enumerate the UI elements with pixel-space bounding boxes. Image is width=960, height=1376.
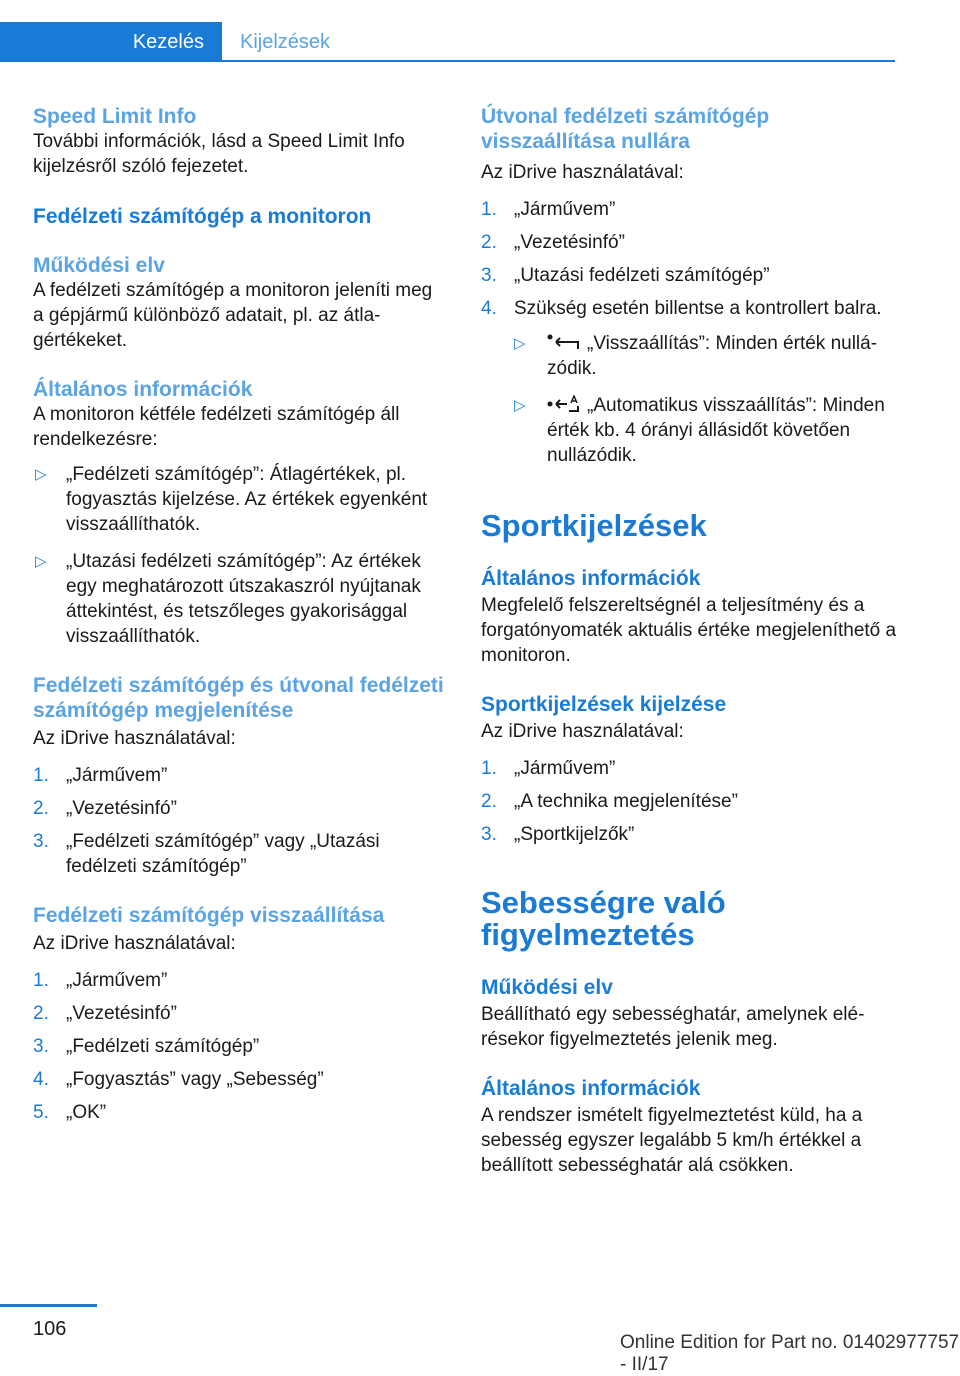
list-item: 5. „OK”: [33, 1102, 107, 1123]
bullet-triangle-icon: ▷: [35, 466, 47, 483]
heading-onboard-computer: Fedélzeti számítógép a monitoron: [33, 205, 372, 228]
heading-general-info: Általános információk: [33, 378, 253, 401]
heading-sport-displays: Sportkijelzések: [481, 508, 707, 543]
heading-warning-principle: Működési elv: [481, 976, 613, 999]
list-item: 1. „Járművem”: [33, 765, 168, 786]
page-number: 106: [33, 1318, 67, 1340]
bullet-triangle-icon: ▷: [514, 335, 526, 352]
list-item: 4. Szükség esetén billentse a kontrollert balra.: [481, 298, 882, 319]
list-item: 4. „Fogyasztás” vagy „Sebesség”: [33, 1069, 324, 1090]
list-item: 3. „Utazási fedélzeti számítógép”: [481, 265, 770, 286]
list-item: ▷ „Utazási fedélzeti számítógép”: Az értékek egy meghatározott útszakaszról nyújtanak áttekintést, és tetszőleges gyakorisággal visszaállíthatók.: [35, 551, 421, 647]
text-warning-general: A rendszer ismételt figyelmeztetést küld, ha a sebesség egyszer legalább 5 km/h értékkel a beállított sebességhatár alá csökken.: [481, 1105, 863, 1176]
list-item: 2. „Vezetésinfó”: [33, 1003, 177, 1024]
list-item: 3. „Fedélzeti számítógép” vagy „Utazási fedélzeti számítógép”: [33, 831, 380, 877]
list-item: 1. „Járművem”: [33, 970, 168, 991]
left-column: [33, 104, 448, 1125]
reset-steps: [33, 968, 448, 1125]
text-speed-limit-info: További információk, lásd a Speed Limit Info kijelzésről szóló fejezetet.: [33, 131, 405, 177]
heading-reset-computer: Fedélzeti számítógép visszaállítása: [33, 904, 385, 927]
text-idrive-2: Az iDrive használatával:: [33, 933, 236, 954]
heading-display-computer: Fedélzeti számítógép és útvonal fedélzeti számítógép megjelenítése: [33, 674, 444, 722]
heading-speed-warning: Sebességre való figyelmeztetés: [481, 885, 726, 952]
bullet-triangle-icon: ▷: [35, 553, 47, 570]
heading-sport-show: Sportkijelzések kijelzése: [481, 693, 727, 716]
heading-warning-general: Általános információk: [481, 1077, 701, 1100]
text-warning-principle: Beállítható egy sebességhatár, amelynek elérésekor figyelmeztetés jelenik meg.: [481, 1004, 865, 1050]
display-steps: [33, 763, 448, 879]
text-idrive-4: Az iDrive használatával:: [481, 721, 684, 742]
trip-reset-options: [481, 331, 897, 468]
reset-icon: [547, 333, 581, 351]
list-item: 2. „A technika megjelenítése”: [481, 791, 738, 812]
bullet-triangle-icon: ▷: [514, 397, 526, 414]
trip-reset-steps: [481, 197, 897, 321]
text-general-info: A monitoron kétféle fedélzeti számítógép áll rendelkezésre:: [33, 404, 400, 450]
list-item: 1. „Járművem”: [481, 199, 616, 220]
text-sport-general: Megfelelő felszereltségnél a teljesítmény és a forgatónyomaték aktuális értéke megjeleníthető a monitoron.: [481, 595, 897, 666]
right-column: [481, 104, 897, 1178]
list-item: 3. „Fedélzeti számítógép”: [33, 1036, 260, 1057]
list-item: ▷ „Automatikus visszaállítás”: Minden érték kb. 4 órányi állásidőt követően nullázódik.: [514, 395, 885, 466]
general-info-bullets: [33, 462, 448, 649]
text-idrive: Az iDrive használatával:: [33, 728, 236, 749]
text-principle: A fedélzeti számítógép a monitoron jeleníti meg a gépjármű különböző adatait, pl. az átlagértékeket.: [33, 280, 433, 351]
list-item: 3. „Sportkijelzők”: [481, 824, 635, 845]
list-item: 1. „Járművem”: [481, 758, 616, 779]
list-item: ▷ „Fedélzeti számítógép”: Átlagértékek, pl. fogyasztás kijelzése. Az értékek egyenként visszaállíthatók.: [35, 464, 428, 535]
sport-steps: [481, 756, 897, 847]
list-item: ▷ „Visszaállítás”: Minden érték nullázódik.: [514, 333, 878, 379]
list-item: 2. „Vezetésinfó”: [481, 232, 625, 253]
header-rule: [222, 60, 895, 62]
edition-note: Online Edition for Part no. 01402977757 - II/17: [620, 1332, 960, 1375]
header-bar: [0, 22, 895, 62]
heading-principle: Működési elv: [33, 254, 165, 277]
footer-rule: [0, 1304, 97, 1307]
tab-kijelzesek[interactable]: Kijelzések: [240, 30, 331, 53]
heading-speed-limit-info: Speed Limit Info: [33, 105, 197, 128]
heading-trip-reset: Útvonal fedélzeti számítógép visszaállítása nullára: [481, 105, 770, 153]
heading-sport-general: Általános információk: [481, 567, 701, 590]
list-item: 2. „Vezetésinfó”: [33, 798, 177, 819]
auto-reset-icon: [547, 395, 581, 413]
tab-kezeles[interactable]: Kezelés: [0, 22, 222, 62]
text-idrive-3: Az iDrive használatával:: [481, 162, 684, 183]
